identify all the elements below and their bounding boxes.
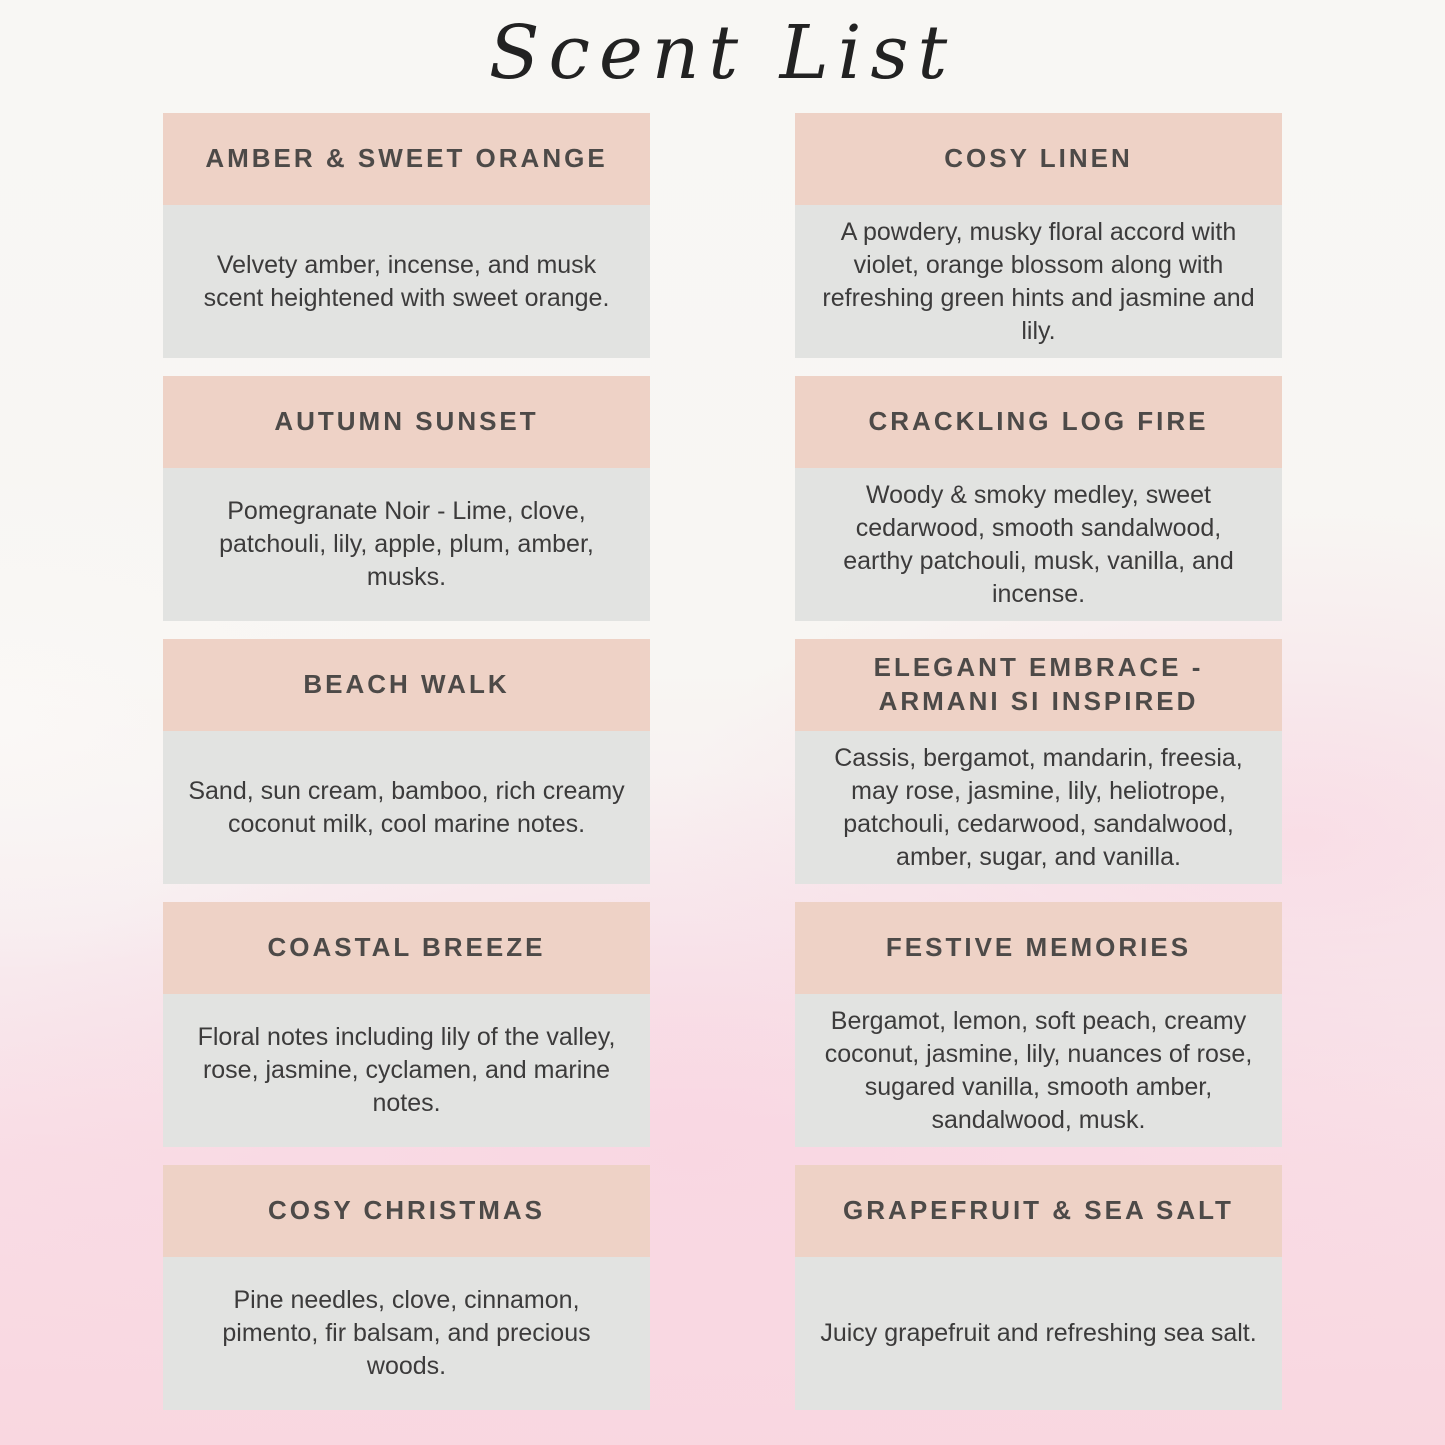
scent-card xyxy=(163,376,650,621)
scent-name: FESTIVE MEMORIES xyxy=(885,932,1192,963)
scent-card xyxy=(795,1165,1282,1410)
scent-columns xyxy=(163,113,1282,1410)
scent-card-body xyxy=(795,468,1282,621)
scent-card-body xyxy=(163,994,650,1147)
scent-description: Floral notes including lily of the valley, rose, jasmine, cyclamen, and marine notes. xyxy=(197,1023,616,1117)
scent-description: Woody & smoky medley, sweet cedarwood, smooth sandalwood, earthy patchouli, musk, vanilla, and incense. xyxy=(843,480,1234,608)
scent-card-header xyxy=(163,376,650,468)
scent-card xyxy=(795,902,1282,1147)
scent-card-header xyxy=(163,1165,650,1257)
scent-card-body xyxy=(163,731,650,884)
scent-card xyxy=(795,376,1282,621)
scent-description: Juicy grapefruit and refreshing sea salt. xyxy=(820,1319,1257,1347)
scent-description: Velvety amber, incense, and musk scent heightened with sweet orange. xyxy=(203,250,610,312)
scent-card-body xyxy=(795,994,1282,1147)
scent-card-body xyxy=(795,731,1282,884)
scent-name: GRAPEFRUIT & SEA SALT xyxy=(843,1195,1234,1226)
page-title: Scent List xyxy=(488,10,957,96)
scent-card-header xyxy=(163,639,650,731)
scent-description: Cassis, bergamot, mandarin, freesia, may rose, jasmine, lily, heliotrope, patchouli, cedarwood, sandalwood, amber, sugar, and vanilla. xyxy=(834,743,1243,871)
scent-card-body xyxy=(795,205,1282,358)
scent-name: COSY LINEN xyxy=(944,143,1133,174)
scent-description: A powdery, musky floral accord with violet, orange blossom along with refreshing green hints and jasmine and lily. xyxy=(822,217,1255,345)
scent-card-header xyxy=(795,113,1282,205)
scent-description: Pine needles, clove, cinnamon, pimento, fir balsam, and precious woods. xyxy=(222,1286,591,1380)
scent-name: ELEGANT EMBRACE - ARMANI SI INSPIRED xyxy=(873,652,1204,716)
scent-card-header xyxy=(163,113,650,205)
scent-card-header xyxy=(795,1165,1282,1257)
scent-name: COASTAL BREEZE xyxy=(267,932,546,963)
scent-description: Pomegranate Noir - Lime, clove, patchouli, lily, apple, plum, amber, musks. xyxy=(219,497,594,591)
scent-name: CRACKLING LOG FIRE xyxy=(868,406,1209,437)
scent-card xyxy=(163,113,650,358)
scent-card-body xyxy=(163,1257,650,1410)
scent-name: AUTUMN SUNSET xyxy=(274,406,539,437)
scent-card-header xyxy=(795,639,1282,731)
scent-card xyxy=(795,639,1282,884)
scent-card-header xyxy=(795,376,1282,468)
scent-card-body xyxy=(795,1257,1282,1410)
scent-name: BEACH WALK xyxy=(303,669,510,700)
scent-card-header xyxy=(163,902,650,994)
scent-column-right xyxy=(795,113,1282,1410)
scent-card-header xyxy=(795,902,1282,994)
scent-name: COSY CHRISTMAS xyxy=(268,1195,545,1226)
scent-name: AMBER & SWEET ORANGE xyxy=(205,143,608,174)
scent-description: Bergamot, lemon, soft peach, creamy coconut, jasmine, lily, nuances of rose, sugared vanilla, smooth amber, sandalwood, musk. xyxy=(824,1006,1253,1134)
scent-card-body xyxy=(163,205,650,358)
scent-card xyxy=(163,902,650,1147)
scent-column-left xyxy=(163,113,650,1410)
scent-card xyxy=(163,1165,650,1410)
scent-card-body xyxy=(163,468,650,621)
scent-card xyxy=(163,639,650,884)
scent-card xyxy=(795,113,1282,358)
scent-description: Sand, sun cream, bamboo, rich creamy coconut milk, cool marine notes. xyxy=(188,776,625,838)
